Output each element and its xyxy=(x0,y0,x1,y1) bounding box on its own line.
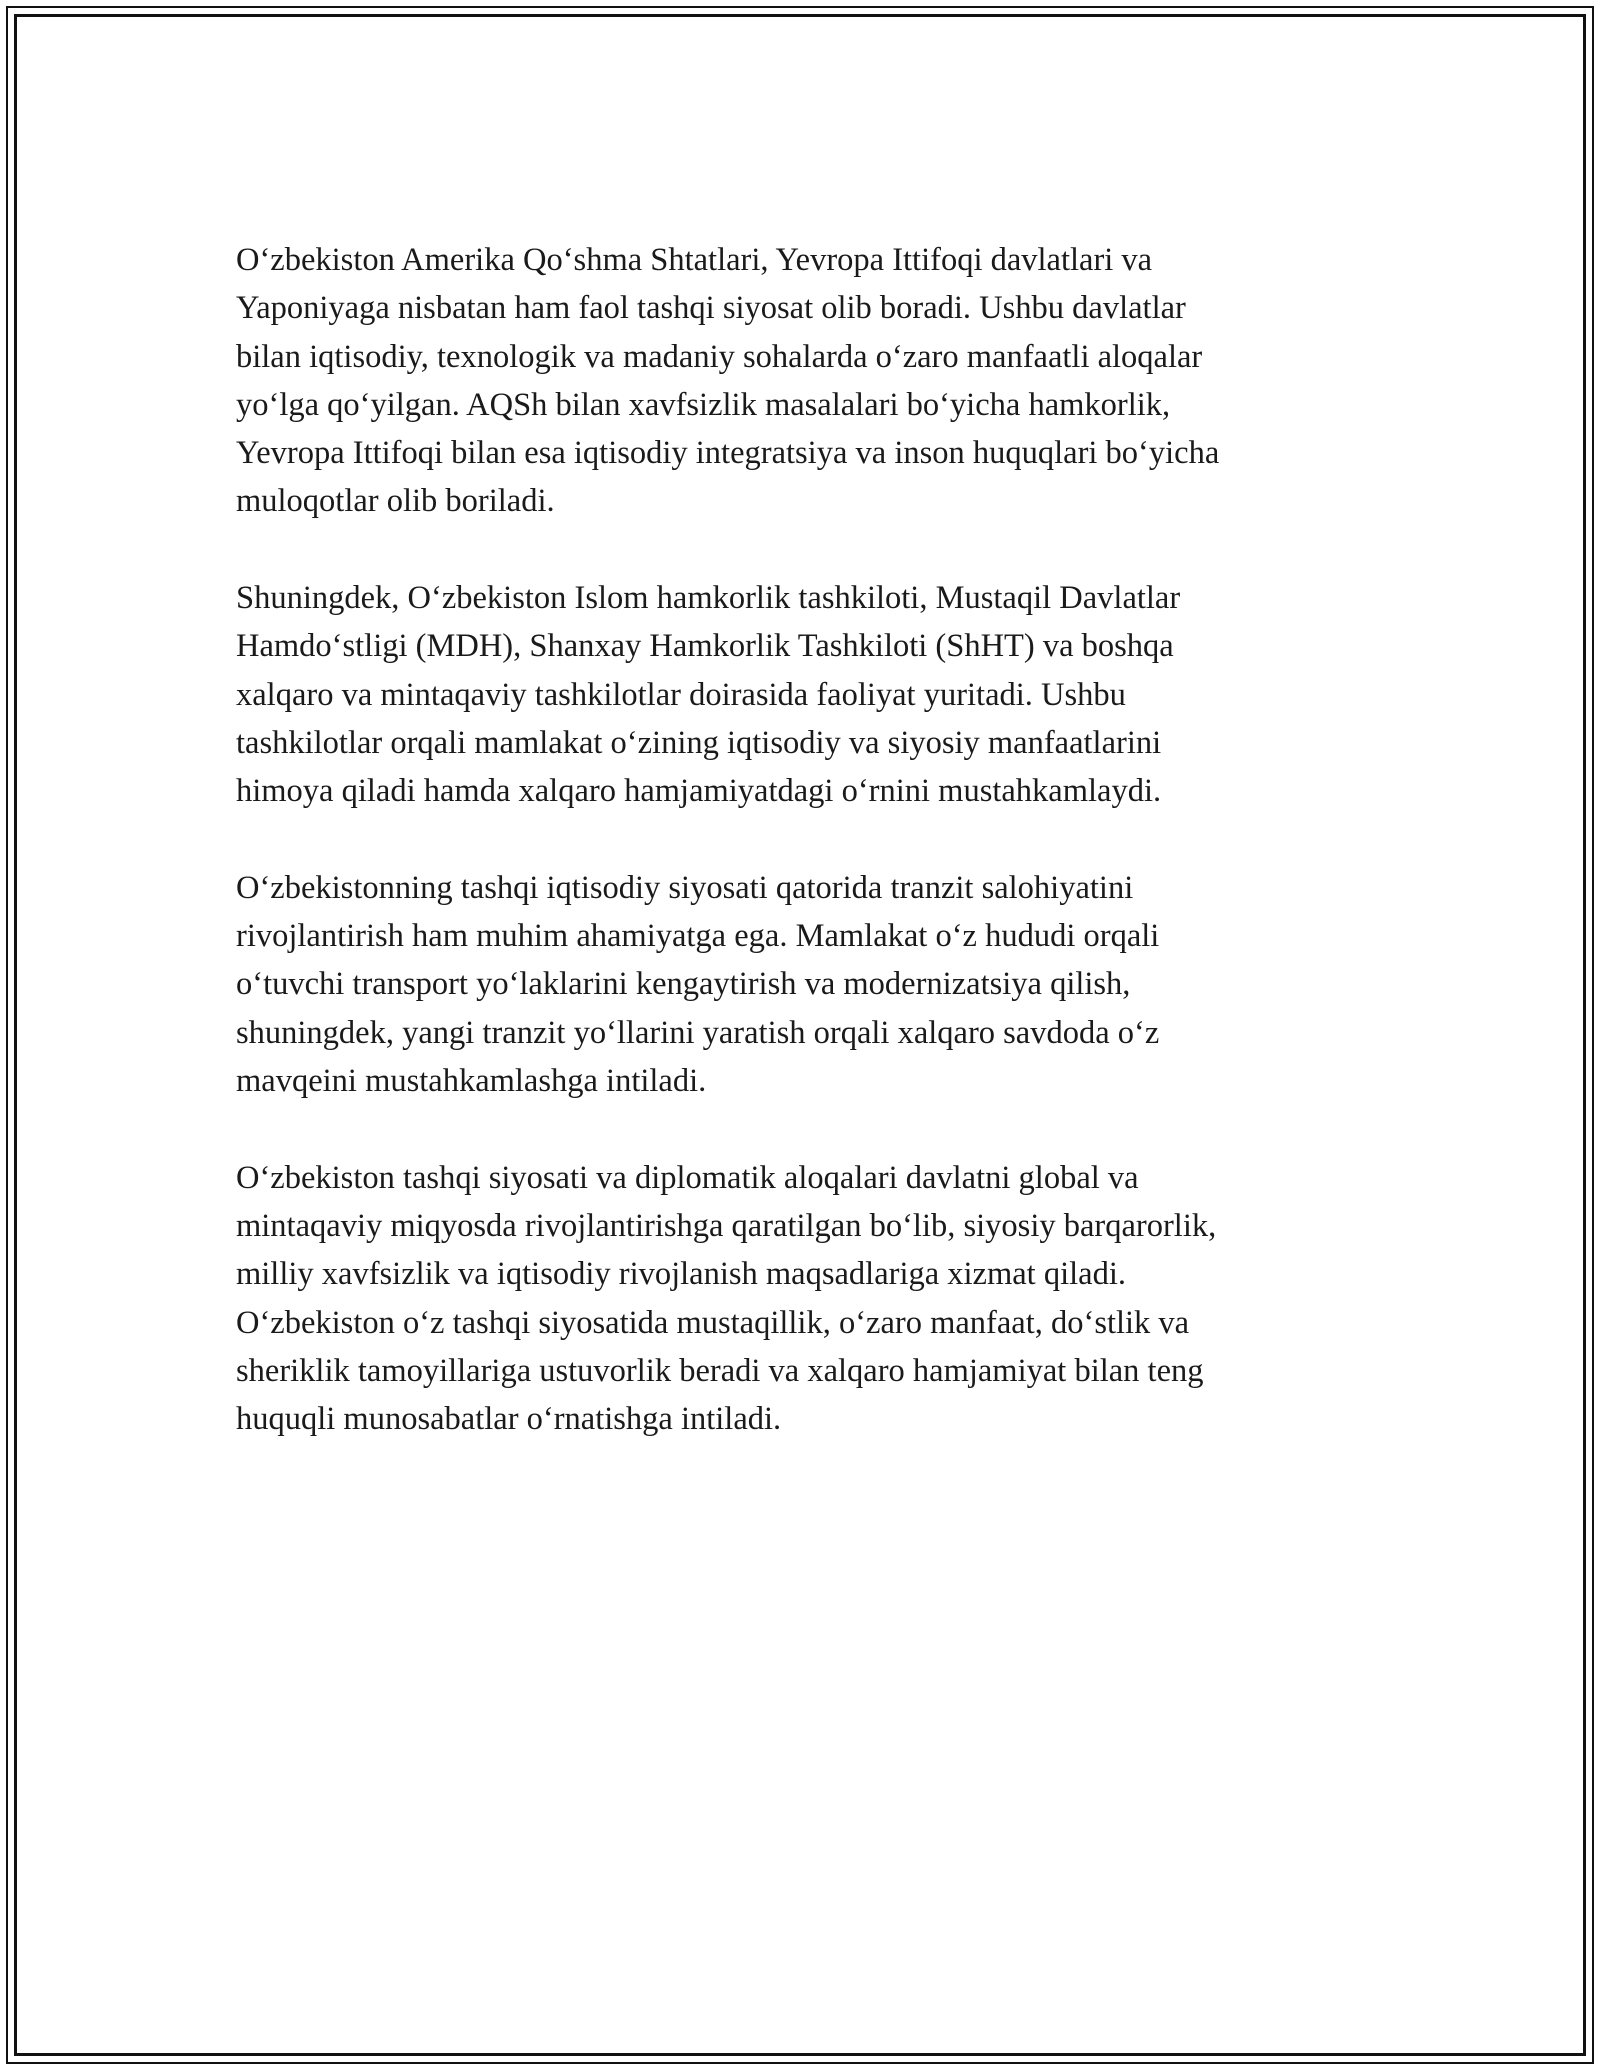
paragraph-2: Shuningdek, O‘zbekiston Islom hamkorlik tashkiloti, Mustaqil Davlatlar Hamdo‘stligi (MDH), Shanxay Hamkorlik Tashkiloti (ShHT) va boshqa xalqaro va mintaqaviy tashkilotlar doirasida faoliyat yuritadi. Ushbu tashkilotlar orqali mamlakat o‘zining iqtisodiy va siyosiy manfaatlarini himoya qiladi hamda xalqaro hamjamiyatdagi o‘rnini mustahkamlaydi. xyxy=(236,580,1181,810)
paragraph-4: O‘zbekiston tashqi siyosati va diplomatik aloqalari davlatni global va mintaqaviy miqyosda rivojlantirishga qaratilgan bo‘lib, siyosiy barqarorlik, milliy xavfsizlik va iqtisodiy rivojlanish maqsadlariga xizmat qiladi. O‘zbekiston o‘z tashqi siyosatida mustaqillik, o‘zaro manfaat, do‘stlik va sheriklik tamoyillariga ustuvorlik beradi va xalqaro hamjamiyat bilan teng huquqli munosabatlar o‘rnatishga intiladi. xyxy=(236,1159,1217,1438)
paragraph-1: O‘zbekiston Amerika Qo‘shma Shtatlari, Yevropa Ittifoqi davlatlari va Yaponiyaga nisbatan ham faol tashqi siyosat olib boradi. Ushbu davlatlar bilan iqtisodiy, texnologik va madaniy sohalarda o‘zaro manfaatli aloqalar yo‘lga qo‘yilgan. AQSh bilan xavfsizlik masalalari bo‘yicha hamkorlik, Yevropa Ittifoqi bilan esa iqtisodiy integratsiya va inson huquqlari bo‘yicha muloqotlar olib boriladi. xyxy=(236,242,1220,520)
paragraph-3: O‘zbekistonning tashqi iqtisodiy siyosati qatorida tranzit salohiyatini rivojlantirish ham muhim ahamiyatga ega. Mamlakat o‘z hududi orqali o‘tuvchi transport yo‘laklarini kengaytirish va modernizatsiya qilish, shuningdek, yangi tranzit yo‘llarini yaratish orqali xalqaro savdoda o‘z mavqeini mustahkamlashga intiladi. xyxy=(236,869,1160,1100)
document-body xyxy=(236,236,1366,1492)
